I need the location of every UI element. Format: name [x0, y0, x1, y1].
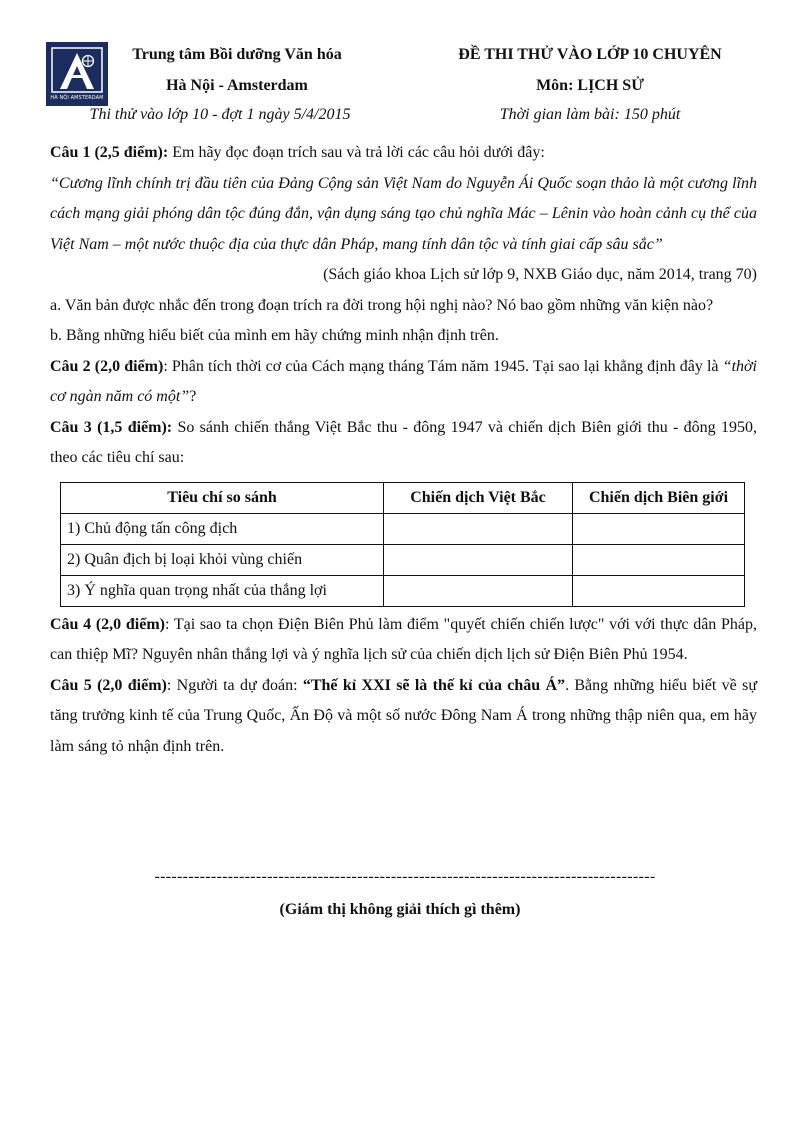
exam-round: Thi thử vào lớp 10 - đợt 1 ngày 5/4/2015 — [89, 106, 351, 123]
exam-duration: Thời gian làm bài: 150 phút — [499, 106, 681, 123]
question-1-text: Em hãy đọc đoạn trích sau và trả lời các câu hỏi dưới đây: — [168, 144, 545, 161]
question-5-text-2: . Bằng những hiểu biết về sự tăng trưởng kinh tế của Trung Quốc, Ấn Độ và một số nước Đông Nam Á trong những thập niên qua, em hãy làm sáng tỏ nhận định trên. — [50, 676, 758, 755]
center-name: Trung tâm Bồi dưỡng Văn hóa — [132, 46, 342, 63]
question-4-text: : Tại sao ta chọn Điện Biên Phủ làm điểm "quyết chiến chiến lược" với với thực dân Pháp, can thiệp Mĩ? Nguyên nhân thắng lợi và ý nghĩa lịch sử của chiến dịch lịch sử Điện Biên Phủ 1954. — [50, 615, 758, 663]
question-3-text: So sánh chiến thắng Việt Bắc thu - đông 1947 và chiến dịch Biên giới thu - đông 1950, theo các tiêu chí sau: — [50, 418, 757, 466]
exam-subject: Môn: LỊCH SỬ — [536, 77, 644, 94]
question-4 — [50, 610, 757, 671]
table-cell-empty — [573, 513, 745, 544]
table-row — [61, 513, 745, 544]
question-1-quote: “Cương lĩnh chính trị đầu tiên của Đảng Cộng sản Việt Nam do Nguyễn Ái Quốc soạn thảo là một cương lĩnh cách mạng giải phóng dân tộc đúng đắn, vận dụng sáng tạo chủ nghĩa Mác – Lênin vào hoàn cảnh cụ thể của Việt Nam – một nước thuộc địa của thực dân Pháp, mang tính dân tộc và tính giai cấp sâu sắc” — [50, 174, 757, 253]
question-2 — [50, 352, 757, 413]
question-4-label: Câu 4 (2,0 điểm) — [50, 615, 165, 633]
question-3 — [50, 413, 757, 474]
table-cell-empty — [573, 544, 745, 575]
table-header-row — [61, 482, 745, 513]
comparison-table — [60, 482, 745, 607]
question-1-part-b: b. Bằng những hiểu biết của mình em hãy chứng minh nhận định trên. — [50, 327, 499, 344]
table-cell-criterion: 1) Chủ động tấn công địch — [61, 513, 384, 544]
question-2-label: Câu 2 (2,0 điểm) — [50, 357, 164, 375]
question-1 — [50, 138, 757, 169]
table-cell-empty — [384, 544, 573, 575]
table-header: Chiến dịch Việt Bắc — [384, 482, 573, 513]
exam-title: ĐỀ THI THỬ VÀO LỚP 10 CHUYÊN — [458, 46, 722, 63]
question-1-label: Câu 1 (2,5 điểm): — [50, 144, 169, 161]
question-1-part-a: a. Văn bản được nhắc đến trong đoạn trích ra đời trong hội nghị nào? Nó bao gồm những văn kiện nào? — [50, 296, 714, 314]
footer-note: (Giám thị không giải thích gì thêm) — [279, 901, 521, 918]
table-cell-empty — [573, 575, 745, 606]
footer-divider: ----------------------------------------------------------------------------------------- — [154, 868, 656, 885]
center-logo — [46, 42, 108, 106]
table-cell-criterion: 2) Quân địch bị loại khỏi vùng chiến — [61, 544, 384, 575]
question-2-text: : Phân tích thời cơ của Cách mạng tháng Tám năm 1945. Tại sao lại khẳng định đây là — [163, 357, 723, 375]
table-row — [61, 575, 745, 606]
logo-caption: HÀ NỘI AMSTERDAM — [50, 95, 104, 101]
table-row — [61, 544, 745, 575]
exam-questions — [50, 138, 757, 762]
table-cell-criterion: 3) Ý nghĩa quan trọng nhất của thắng lợi — [61, 575, 384, 606]
question-1-source: (Sách giáo khoa Lịch sử lớp 9, NXB Giáo dục, năm 2014, trang 70) — [323, 266, 757, 283]
table-header: Tiêu chí so sánh — [61, 482, 384, 513]
question-2-italic: “thời cơ ngàn năm có một” — [50, 357, 757, 405]
question-3-label: Câu 3 (1,5 điểm): — [50, 418, 173, 436]
question-2-end: ? — [189, 388, 197, 405]
table-header: Chiến dịch Biên giới — [573, 482, 745, 513]
question-5-label: Câu 5 (2,0 điểm) — [50, 676, 167, 694]
question-5-quote: “Thế kỉ XXI sẽ là thế kỉ của châu Á” — [302, 676, 566, 694]
question-5-text: : Người ta dự đoán: — [166, 676, 303, 694]
center-location: Hà Nội - Amsterdam — [166, 77, 308, 94]
question-5 — [50, 671, 757, 763]
table-cell-empty — [384, 513, 573, 544]
table-cell-empty — [384, 575, 573, 606]
